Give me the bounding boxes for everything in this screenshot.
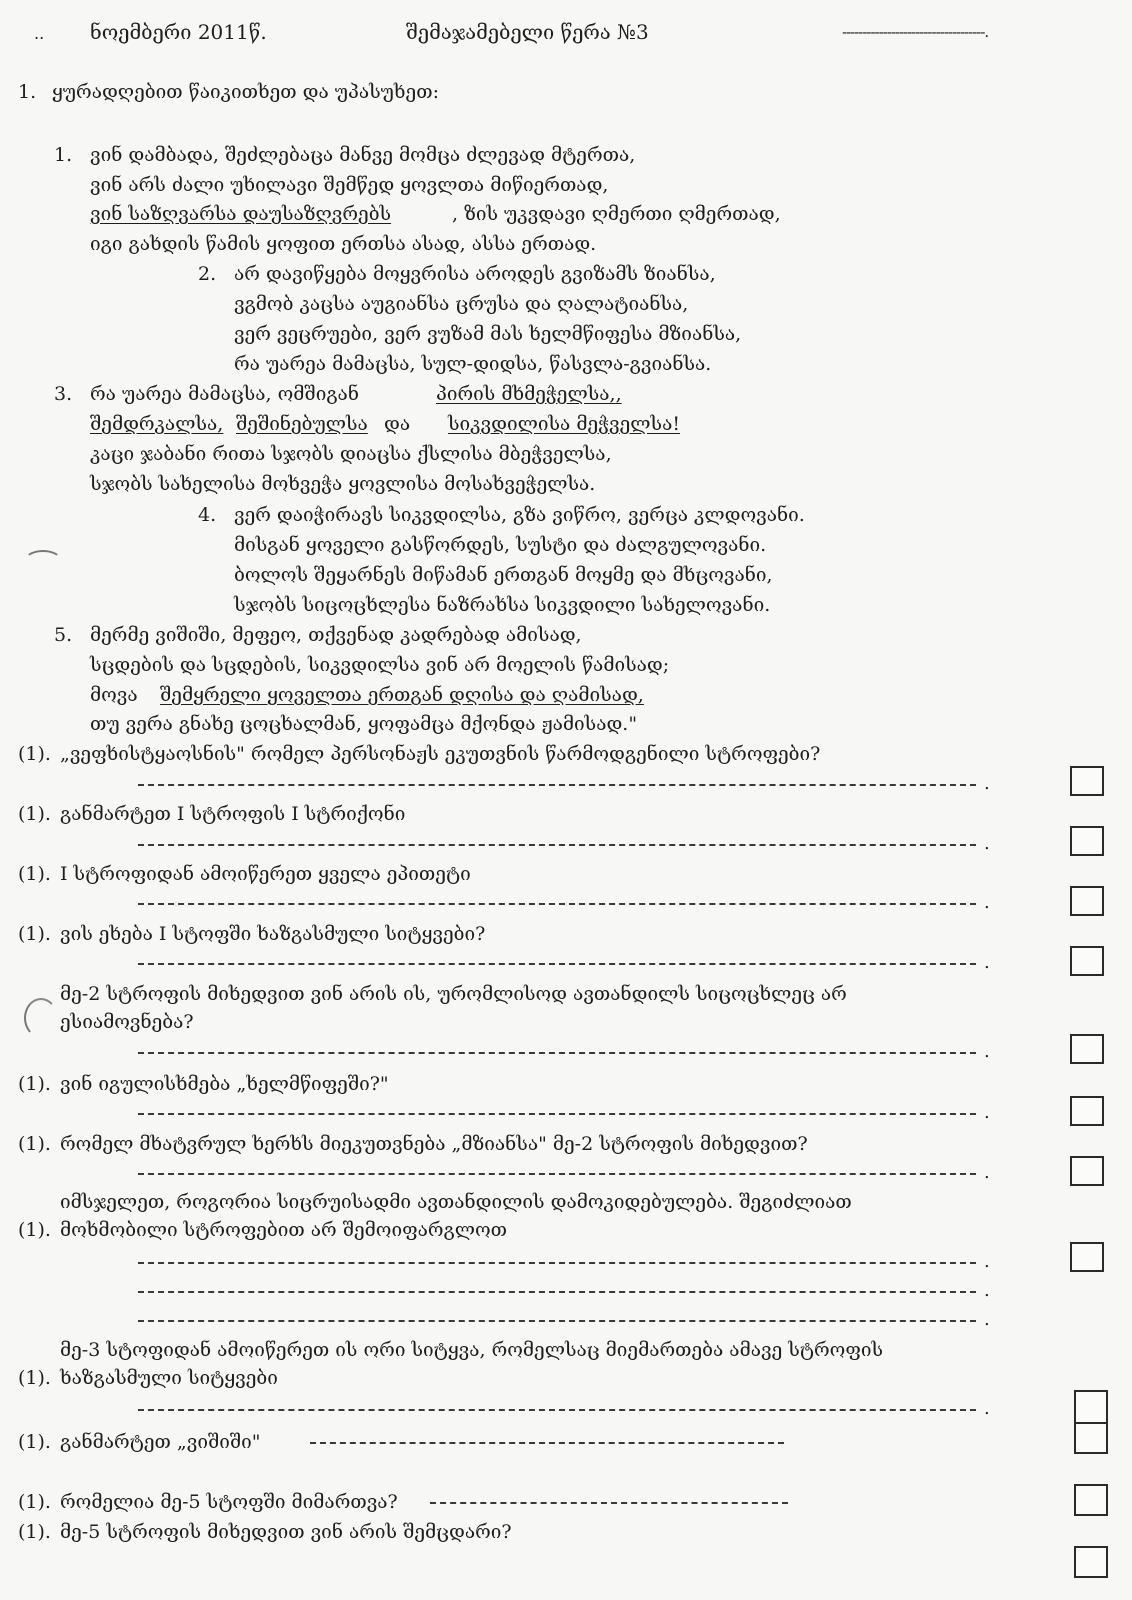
answer-line[interactable]: [138, 1262, 976, 1264]
stanza-line: არ დავიწყება მოყვრისა აროდეს გვიზამს ზიანსა,: [234, 263, 716, 285]
corner-marks: ..: [34, 24, 45, 43]
margin-pencil-mark: [24, 550, 62, 572]
score-box[interactable]: [1074, 1422, 1108, 1454]
question-text: რომელია მე-5 სტოფში მიმართვა?: [60, 1491, 398, 1513]
question-points: (1).: [18, 1521, 51, 1543]
question-text: მე-2 სტროფის მიხედვით ვინ არის ის, ურომლისოდ ავთანდილს სიცოცხლეც არ: [60, 983, 847, 1005]
stanza-line: მერმე ვიშიში, მეფეო, თქვენად კადრებად ამისად,: [90, 624, 582, 646]
stanza-line: ვგმობ კაცსა აუგიანსა ცრუსა და ღალატიანსა,: [234, 293, 689, 315]
line-end: .: [984, 1162, 990, 1183]
score-box[interactable]: [1074, 1546, 1108, 1578]
task-instruction: ყურადღებით წაიკითხეთ და უპასუხეთ:: [52, 81, 439, 103]
score-box[interactable]: [1070, 1034, 1104, 1064]
question-text: ხაზგასმული სიტყვები: [60, 1367, 278, 1389]
question-points: (1).: [18, 863, 51, 885]
stanza-line: ვინ არს ძალი უხილავი შემწედ ყოვლთა მიწიერთად,: [90, 174, 609, 196]
line-end: .: [984, 773, 990, 794]
answer-line[interactable]: [138, 903, 976, 905]
stanza-number: 5.: [54, 624, 73, 646]
stanza-line: სჯობს სახელისა მოხვეჭა ყოვლისა მოსახვეჭელსა.: [90, 473, 596, 495]
question-points: (1).: [18, 1219, 51, 1241]
line-end: .: [984, 833, 990, 854]
stanza-line: და: [378, 413, 417, 435]
score-box[interactable]: [1070, 886, 1104, 916]
question-text: I სტროფიდან ამოიწერეთ ყველა ეპითეტი: [60, 863, 471, 885]
underlined-phrase: შემდრკალსა,: [90, 413, 224, 435]
score-box[interactable]: [1070, 1242, 1104, 1272]
question-text: ესიამოვნება?: [60, 1011, 194, 1033]
line-end: .: [984, 892, 990, 913]
stanza-line: ბოლოს შეყარნეს მიწამან ერთგან მოყმე და მხცოვანი,: [234, 564, 773, 586]
question-points: (1).: [18, 803, 51, 825]
answer-line[interactable]: [138, 1113, 976, 1115]
stanza-number: 3.: [54, 383, 73, 405]
stanza-line: მისგან ყოველი გასწორდეს, სუსტი და ძალგულოვანი.: [234, 534, 767, 556]
score-box[interactable]: [1074, 1390, 1108, 1424]
question-text: „ვეფხისტყაოსნის" რომელ პერსონაჟს ეკუთვნის წარმოდგენილი სტროფები?: [60, 743, 821, 765]
answer-line[interactable]: [138, 844, 976, 846]
question-text: მოხმობილი სტროფებით არ შემოიფარგლოთ: [60, 1219, 508, 1241]
line-end: .: [984, 1251, 990, 1272]
answer-line[interactable]: [138, 1291, 976, 1293]
question-points: (1).: [18, 1431, 51, 1453]
score-box[interactable]: [1070, 826, 1104, 856]
stanza-line: ვინ დამბადა, შეძლებაცა მანვე მომცა ძლევად მტერთა,: [90, 144, 636, 166]
score-box[interactable]: [1074, 1484, 1108, 1516]
stanza-number: 2.: [198, 263, 217, 285]
name-line: -----------------------------------.: [842, 23, 989, 41]
line-end: .: [984, 1398, 990, 1419]
line-end: .: [984, 1102, 990, 1123]
task-number: 1.: [18, 81, 37, 103]
stanza-line: იგი გახდის წამის ყოფით ერთსა ასად, ასსა ერთად.: [90, 233, 597, 255]
stanza-line: , ზის უკვდავი ღმერთი ღმერთად,: [452, 203, 781, 225]
question-points: (1).: [18, 1073, 51, 1095]
stanza-line: რა უარეა მამაცსა, სულ-დიდსა, წასვლა-გვიანსა.: [234, 353, 712, 375]
answer-line[interactable]: [138, 963, 976, 965]
stanza-line: მოვა: [90, 684, 138, 706]
underlined-phrase: ვინ საზღვარსა დაუსაზღვრებს: [90, 203, 392, 225]
question-points: (1).: [18, 743, 51, 765]
line-end: .: [984, 1309, 990, 1330]
answer-line[interactable]: [138, 1409, 976, 1411]
margin-pencil-mark: [24, 998, 58, 1038]
stanza-number: 1.: [54, 144, 73, 166]
answer-line[interactable]: [430, 1502, 788, 1504]
answer-line[interactable]: [310, 1442, 784, 1444]
answer-line[interactable]: [138, 1173, 976, 1175]
question-text: მე-3 სტოფიდან ამოიწერეთ ის ორი სიტყვა, რომელსაც მიემართება ამავე სტროფის: [60, 1339, 883, 1361]
question-text: რომელ მხატვრულ ხერხს მიეკუთვნება „მზიანსა" მე-2 სტროფის მიხედვით?: [60, 1133, 808, 1155]
line-end: .: [984, 1280, 990, 1301]
question-text: ვის ეხება I სტოფში ხაზგასმული სიტყვები?: [60, 923, 486, 945]
line-end: .: [984, 1041, 990, 1062]
question-points: (1).: [18, 1133, 51, 1155]
page-title: შემაჯამებელი წერა №3: [406, 20, 649, 44]
answer-line[interactable]: [138, 1052, 976, 1054]
answer-line[interactable]: [138, 784, 976, 786]
score-box[interactable]: [1070, 946, 1104, 976]
score-box[interactable]: [1070, 766, 1104, 796]
score-box[interactable]: [1070, 1096, 1104, 1126]
underlined-phrase: შემყრელი ყოველთა ერთგან დღისა და ღამისად,: [160, 684, 644, 706]
stanza-line: ვერ ვეცრუები, ვერ ვუზამ მას ხელმწიფესა მზიანსა,: [234, 323, 742, 345]
question-points: (1).: [18, 1491, 51, 1513]
question-points: (1).: [18, 923, 51, 945]
stanza-line: თუ ვერა გნახე ცოცხალმან, ყოფამცა მქონდა ჟამისად.": [90, 713, 638, 735]
question-text: განმარტეთ „ვიშიში": [60, 1431, 261, 1453]
score-box[interactable]: [1070, 1156, 1104, 1186]
question-text: იმსჯელეთ, როგორია სიცრუისადმი ავთანდილის დამოკიდებულება. შეგიძლიათ: [60, 1191, 852, 1213]
stanza-line: რა უარეა მამაცსა, ომშიგან: [90, 383, 359, 405]
stanza-number: 4.: [198, 504, 217, 526]
stanza-line: სცდების და სცდების, სიკვდილსა ვინ არ მოელის წამისად;: [90, 654, 670, 676]
question-points: (1).: [18, 1367, 51, 1389]
underlined-phrase: შეშინებულსა: [236, 413, 368, 435]
underlined-phrase: სიკვდილისა მეჭველსა!: [448, 413, 680, 435]
line-end: .: [984, 952, 990, 973]
stanza-line: კაცი ჯაბანი რითა სჯობს დიაცსა ქსლისა მბეჭველსა,: [90, 443, 612, 465]
stanza-line: ვერ დაიჭირავს სიკვდილსა, გზა ვიწრო, ვერცა კლდოვანი.: [234, 504, 805, 526]
question-text: განმარტეთ I სტროფის I სტრიქონი: [60, 803, 406, 825]
question-text: ვინ იგულისხმება „ხელმწიფეში?": [60, 1073, 389, 1095]
answer-line[interactable]: [138, 1320, 976, 1322]
underlined-phrase: პირის მხმეჭელსა,,: [436, 383, 622, 405]
date: ნოემბერი 2011წ.: [90, 20, 267, 44]
stanza-line: სჯობს სიცოცხლესა ნაზრახსა სიკვდილი სახელოვანი.: [234, 594, 771, 616]
question-text: მე-5 სტროფის მიხედვით ვინ არის შემცდარი?: [60, 1521, 512, 1543]
